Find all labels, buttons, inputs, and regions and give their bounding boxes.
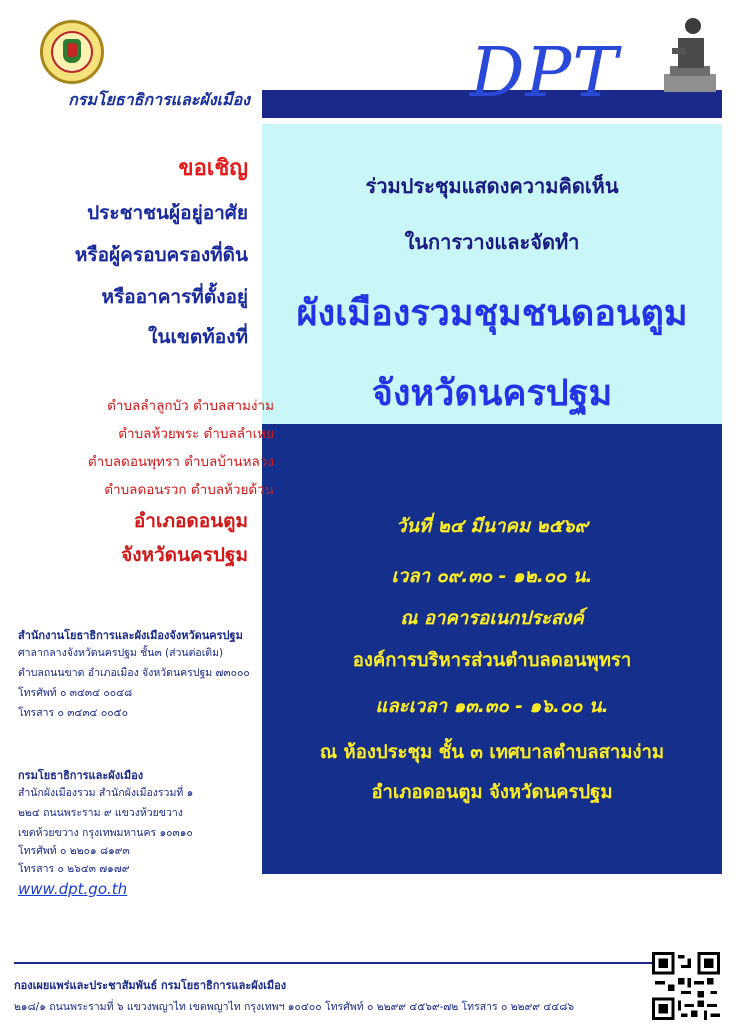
office-address-line: สำนักผังเมืองรวม สำนักผังเมืองรวมที่ ๑	[18, 787, 194, 799]
province-name: จังหวัดนครปฐม	[121, 544, 248, 566]
dpt-logo: DPT	[470, 34, 619, 113]
government-seal-icon	[40, 20, 104, 84]
footer-divider	[14, 962, 654, 964]
invite-line: หรือผู้ครอบครองที่ดิน	[74, 244, 248, 266]
footer-org: กองเผยแพร่และประชาสัมพันธ์ กรมโยธาธิการและผังเมือง	[14, 979, 287, 992]
office-phone: โทรศัพท์ ๐ ๓๔๓๔ ๐๐๔๘	[18, 687, 133, 699]
district-name: อำเภอดอนตูม	[133, 510, 248, 532]
department-office-name: กรมโยธาธิการและผังเมือง	[18, 769, 144, 782]
department-name: กรมโยธาธิการและผังเมือง	[68, 90, 250, 109]
subdistrict-line: ตำบลลำลูกบัว ตำบลสามง่าม	[107, 398, 274, 414]
office-phone: โทรศัพท์ ๐ ๒๒๐๑ ๘๑๙๓	[18, 845, 130, 857]
event-date: วันที่ ๒๔ มีนาคม ๒๕๖๙	[395, 516, 589, 537]
invite-line: ในเขตท้องที่	[148, 326, 248, 348]
office-fax: โทรสาร ๐ ๒๖๔๓ ๗๑๗๙	[18, 863, 130, 875]
provincial-office-name: สำนักงานโยธาธิการและผังเมืองจังหวัดนครปฐม	[18, 629, 243, 642]
headline-line: ในการวางและจัดทำ	[404, 230, 580, 254]
plan-name: ผังเมืองรวมชุมชนดอนตูม	[296, 293, 688, 334]
event-time: เวลา ๐๙.๓๐ - ๑๒.๐๐ น.	[391, 566, 593, 587]
office-address-line: ศาลากลางจังหวัดนครปฐม ชั้น๓ (ส่วนต่อเติม)	[18, 647, 224, 659]
plan-province: จังหวัดนครปฐม	[371, 373, 613, 414]
invite-line: ประชาชนผู้อยู่อาศัย	[87, 202, 248, 224]
subdistrict-line: ตำบลห้วยพระ ตำบลลำเหย	[118, 426, 274, 442]
website-link[interactable]: www.dpt.go.th	[18, 880, 128, 898]
subdistrict-line: ตำบลดอนพุทรา ตำบลบ้านหลวง	[87, 454, 274, 470]
event-time: และเวลา ๑๓.๓๐ - ๑๖.๐๐ น.	[375, 696, 609, 717]
office-address-line: ๒๒๔ ถนนพระราม ๙ แขวงห้วยขวาง	[18, 807, 183, 819]
monument-statue-icon	[660, 8, 720, 94]
event-venue: อำเภอดอนตูม จังหวัดนครปฐม	[371, 782, 613, 803]
event-venue: ณ อาคารอเนกประสงค์	[400, 608, 584, 629]
office-fax: โทรสาร ๐ ๓๔๓๔ ๐๐๕๐	[18, 707, 128, 719]
event-venue: องค์การบริหารส่วนตำบลดอนพุทรา	[352, 650, 632, 671]
qr-code-icon	[652, 952, 720, 1020]
subdistrict-line: ตำบลดอนรวก ตำบลห้วยด้วน	[104, 482, 274, 498]
event-venue: ณ ห้องประชุม ชั้น ๓ เทศบาลตำบลสามง่าม	[319, 742, 665, 763]
invite-line: หรืออาคารที่ตั้งอยู่	[101, 286, 248, 308]
invite-title: ขอเชิญ	[178, 156, 248, 181]
footer-address: ๒๑๘/๑ ถนนพระรามที่ ๖ แขวงพญาไท เขตพญาไท กรุงเทพฯ ๑๐๔๐๐ โทรศัพท์ ๐ ๒๒๙๙ ๔๕๖๙-๗๒ โทรสาร ๐ ๒๒๙๙ ๔๔๘๖	[14, 1001, 574, 1013]
office-address-line: เขตห้วยขวาง กรุงเทพมหานคร ๑๐๓๑๐	[18, 827, 193, 839]
headline-line: ร่วมประชุมแสดงความคิดเห็น	[365, 174, 619, 198]
office-address-line: ตำบลถนนขาด อำเภอเมือง จังหวัดนครปฐม ๗๓๐๐๐	[18, 667, 250, 679]
